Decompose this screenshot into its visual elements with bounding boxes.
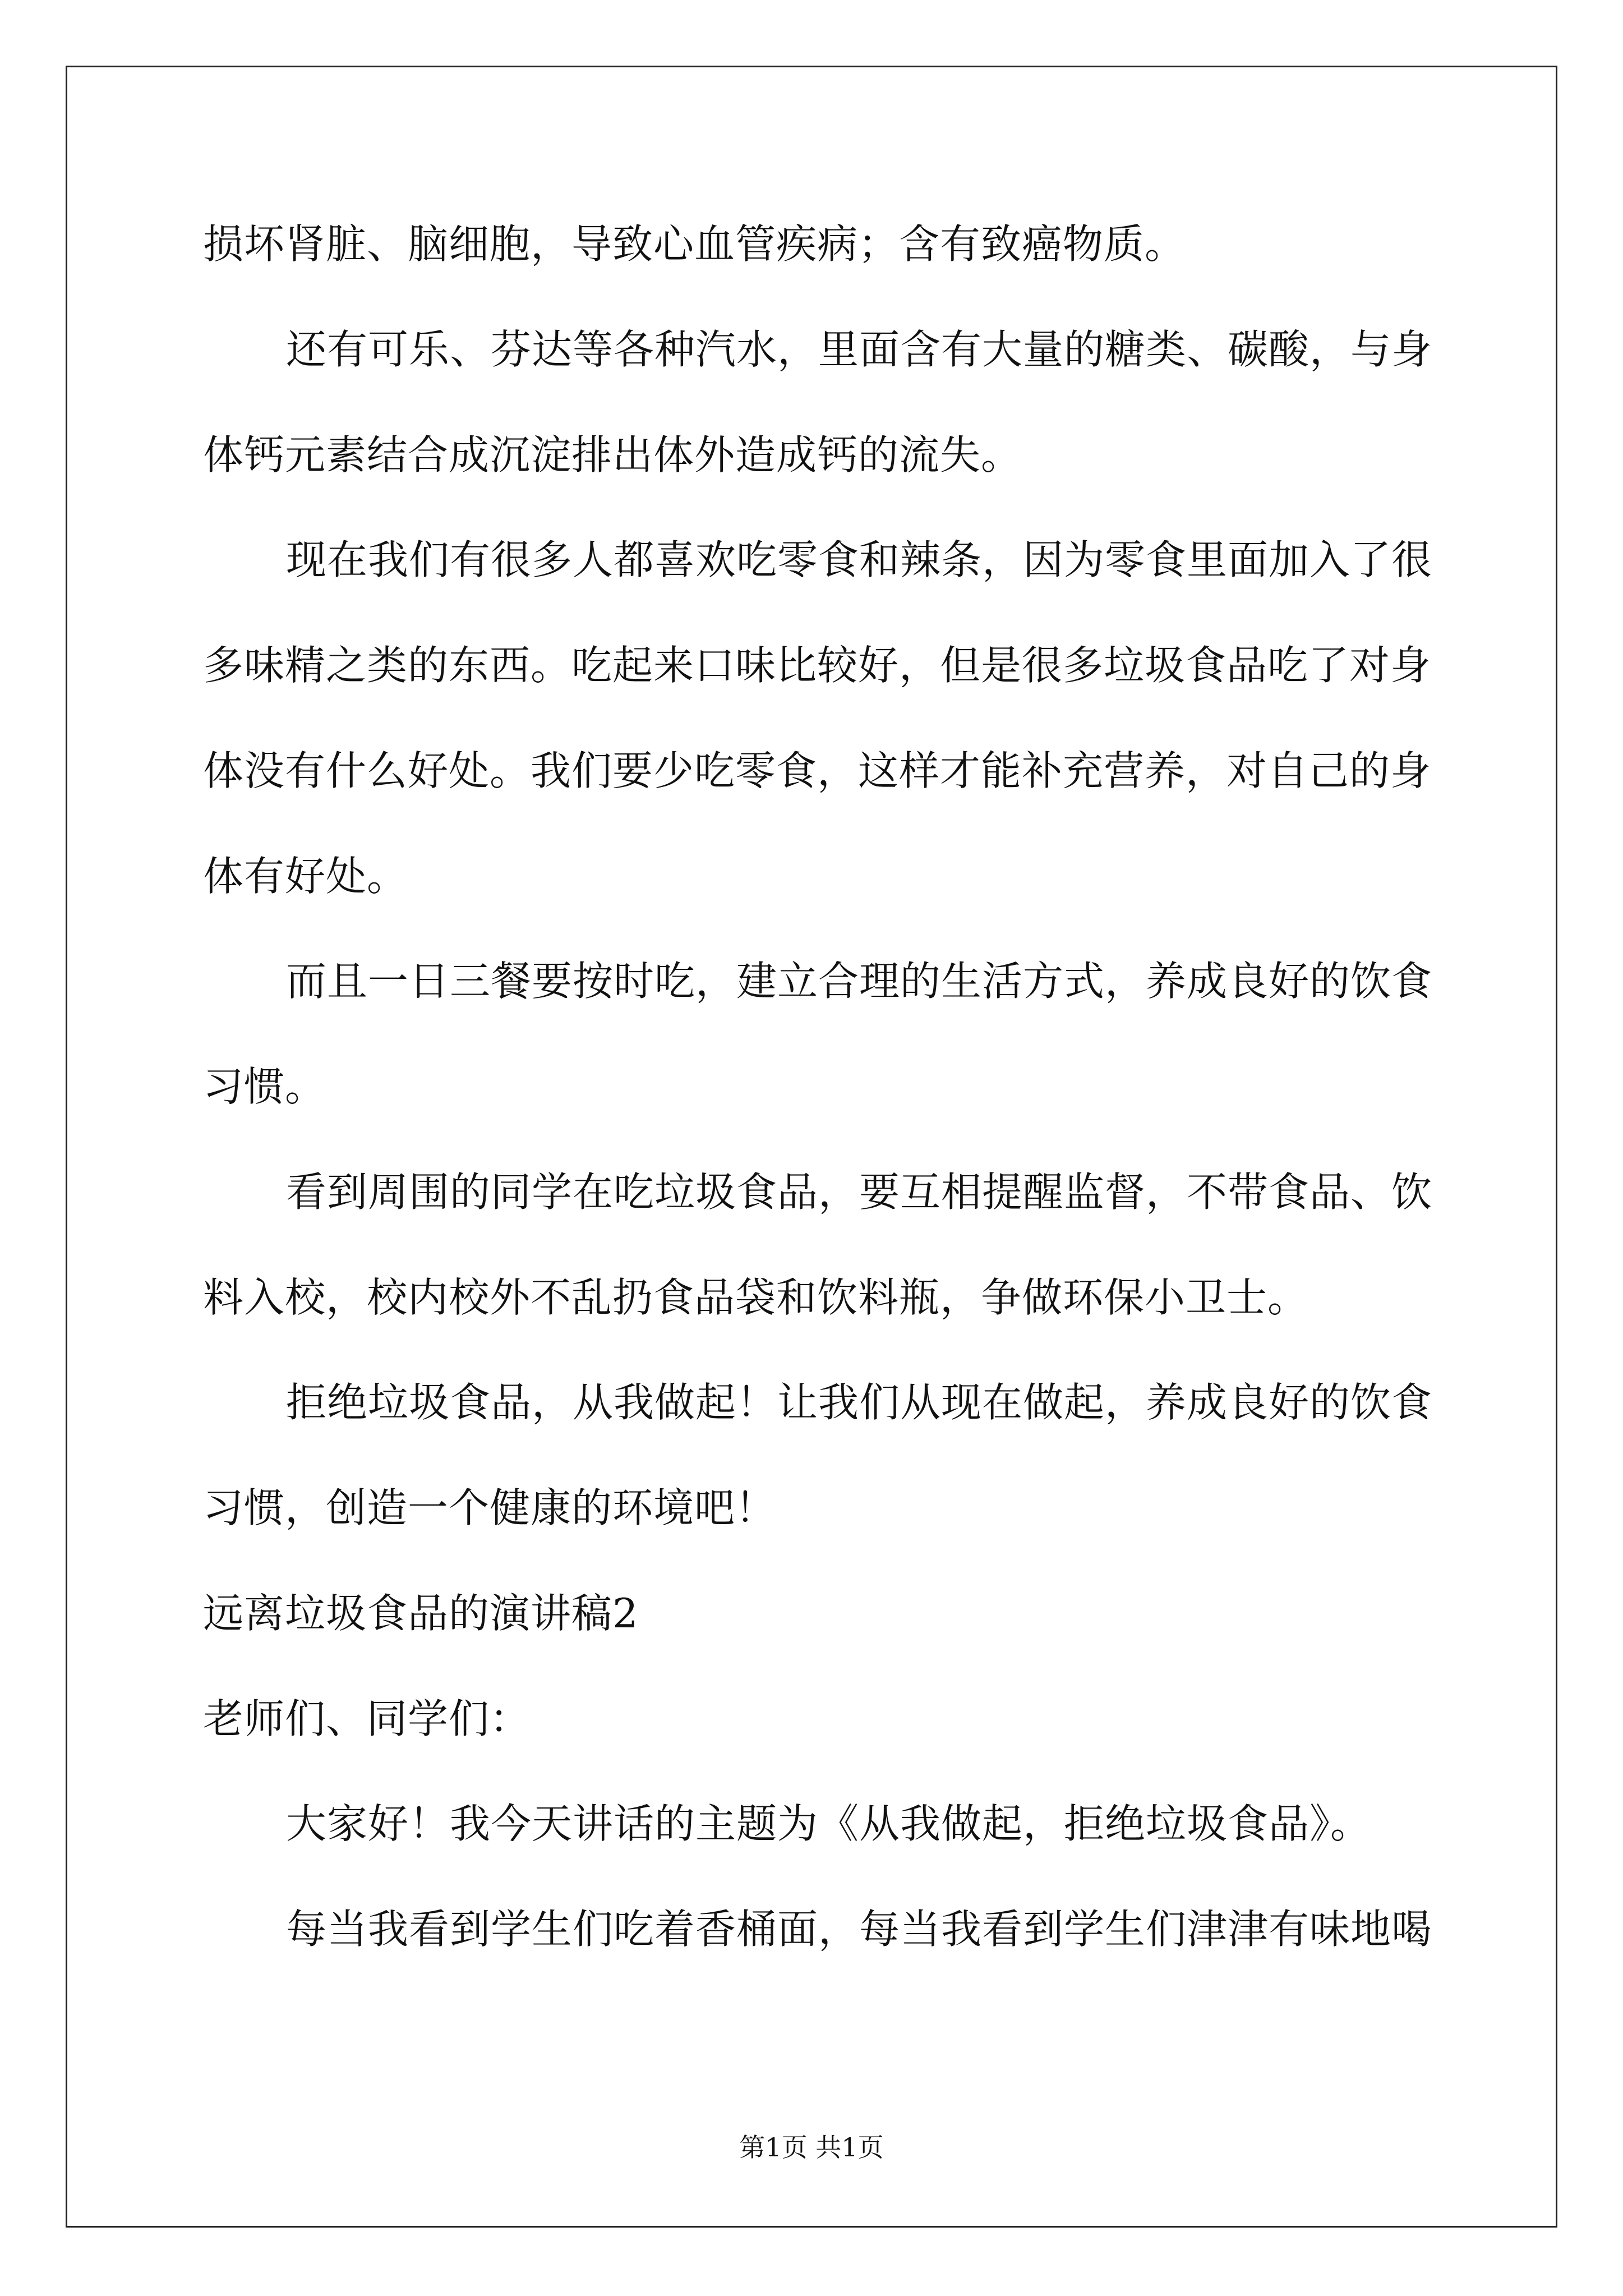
text-line: 习惯。 — [203, 1063, 326, 1110]
text-line: 损坏肾脏、脑细胞，导致心血管疾病；含有致癌物质。 — [203, 220, 1186, 268]
text-line: 习惯，创造一个健康的环境吧！ — [203, 1484, 777, 1531]
paragraph-first-line: 还有可乐、芬达等各种汽水，里面含有大量的糖类、碳酸，与身 — [286, 326, 1433, 373]
text-line: 体没有什么好处。我们要少吃零食，这样才能补充营养，对自己的身 — [203, 747, 1432, 794]
paragraph-first-line: 每当我看到学生们吃着香桶面，每当我看到学生们津津有味地喝 — [286, 1906, 1433, 1953]
paragraph-first-line: 而且一日三餐要按时吃，建立合理的生活方式，养成良好的饮食 — [286, 958, 1433, 1005]
paragraph-first-line: 大家好！我今天讲话的主题为《从我做起，拒绝垃圾食品》。 — [286, 1800, 1372, 1847]
section-heading: 远离垃圾食品的演讲稿2 — [203, 1590, 639, 1637]
paragraph-first-line: 看到周围的同学在吃垃圾食品，要互相提醒监督，不带食品、饮 — [286, 1168, 1433, 1216]
paragraph-first-line: 拒绝垃圾食品，从我做起！让我们从现在做起，养成良好的饮食 — [286, 1379, 1433, 1426]
text-line: 体钙元素结合成沉淀排出体外造成钙的流失。 — [203, 431, 1022, 478]
page-number-footer: 第1页 共1页 — [739, 2132, 884, 2162]
salutation: 老师们、同学们： — [203, 1695, 531, 1742]
text-line: 多味精之类的东西。吃起来口味比较好，但是很多垃圾食品吃了对身 — [203, 642, 1432, 689]
paragraph-first-line: 现在我们有很多人都喜欢吃零食和辣条，因为零食里面加入了很 — [286, 536, 1433, 583]
text-line: 体有好处。 — [203, 853, 408, 900]
text-line: 料入校，校内校外不乱扔食品袋和饮料瓶，争做环保小卫士。 — [203, 1274, 1309, 1321]
